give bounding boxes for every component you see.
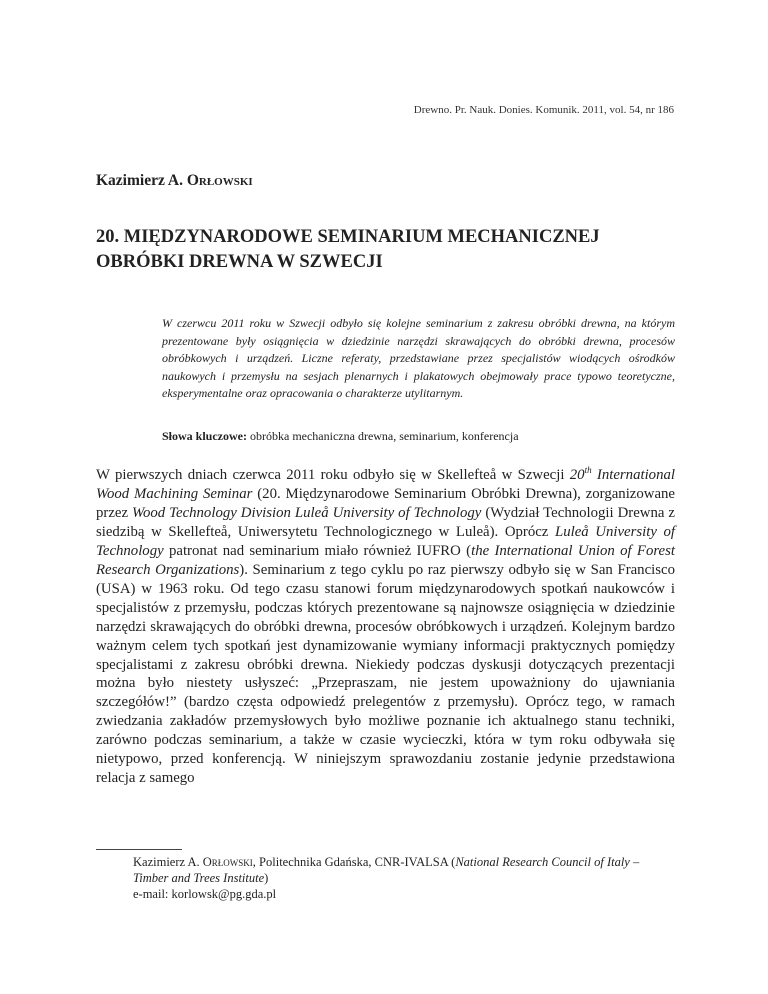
footnote-institute: National Research Council of Italy – Timber and Trees Institute bbox=[133, 855, 640, 885]
footnote-author-first: Kazimierz A. bbox=[133, 855, 203, 869]
body-text: (20. Międzynarodowe Seminarium Obróbki Drewna), zorganizowane przez bbox=[96, 485, 675, 521]
title-line-2: OBRÓBKI DREWNA W SZWECJI bbox=[96, 252, 383, 272]
event-number: 20 bbox=[569, 467, 585, 483]
footnote-affil-text: , Politechnika Gdańska, CNR-IVALSA ( bbox=[252, 855, 456, 869]
footnote-divider bbox=[96, 849, 182, 850]
body-text: (Wydział Technologii Drewna z siedzibą w Skellefteå, Uniwersytetu Technologicznego w Luleå). Oprócz bbox=[96, 504, 675, 540]
event-title: International Wood Machining Seminar bbox=[96, 467, 675, 502]
article-title bbox=[96, 225, 686, 275]
title-line-1: 20. MIĘDZYNARODOWE SEMINARIUM MECHANICZNEJ bbox=[96, 227, 600, 247]
event-ordinal: th bbox=[584, 465, 592, 476]
body-text: W pierwszych dniach czerwca 2011 roku odbyło się w Skellefteå w Szwecji bbox=[96, 467, 570, 483]
author-last-name: Orłowski bbox=[186, 172, 253, 189]
keywords-label: Słowa kluczowe: bbox=[162, 429, 247, 443]
body-paragraph bbox=[96, 466, 675, 788]
organizer-name: Wood Technology Division Luleå University of Technology bbox=[132, 504, 482, 521]
body-text: ). Seminarium z tego cyklu po raz pierwszy odbyło się w San Francisco (USA) w 1963 roku. Od tego czasu stanowi forum międzynarodowych spotkań naukowców i specjalistów z przemysłu, podczas których prezentowane są najnowsze osiągnięcia w dziedzinie narzędzi skrawających do obróbki drewna, procesów obróbkowych i urządzeń. Kolejnym bardzo ważnym celem tych spotkań jest dynamizowanie wymiany informacji praktycznych pomiędzy specjalistami z zakresu obróbki drewna. Niekiedy podczas dyskusji dotyczących prezentacji można było niestety usłyszeć: „Przepraszam, nie jestem upoważniony do ujawniania szczegółów!” (bardzo częsta odpowiedź prelegentów z przemysłu). Oprócz tego, w ramach zwiedzania zakładów przemysłowych było możliwe poznanie ich aktualnego stanu techniki, zarówno podczas seminarium, a także w czasie wycieczki, która w tym roku odbywała się nietypowo, przed konferencją. W niniejszym sprawozdaniu zostanie jedynie przedstawiona relacja z samego bbox=[96, 561, 675, 787]
footnote-email: e-mail: korlowsk@pg.gda.pl bbox=[133, 887, 277, 901]
footnote-affiliation bbox=[133, 854, 673, 886]
iufro-name: the International Union of Forest Research Organizations bbox=[96, 542, 675, 578]
abstract: W czerwcu 2011 roku w Szwecji odbyło się kolejne seminarium z zakresu obróbki drewna, na którym prezentowane były osiągnięcia w dziedzinie narzędzi skrawających do obróbki drewna, procesów obróbkowych i urządzeń. Liczne referaty, przedstawiane przez specjalistów wiodących ośrodków naukowych i przemysłu na sesjach plenarnych i plakatowych obejmowały prace typowo teoretyczne, eksperymentalne oraz opracowania o charakterze utylitarnym. bbox=[162, 316, 675, 401]
footnote-author-last: Orłowski bbox=[202, 855, 253, 869]
keywords-text: obróbka mechaniczna drewna, seminarium, konferencja bbox=[247, 429, 519, 443]
university-name: Luleå University of Technology bbox=[96, 523, 675, 559]
footnote bbox=[133, 854, 673, 902]
body-text: patronat nad seminarium miało również IUFRO ( bbox=[163, 542, 472, 559]
keywords bbox=[162, 429, 675, 444]
journal-reference: Drewno. Pr. Nauk. Donies. Komunik. 2011, vol. 54, nr 186 bbox=[413, 104, 674, 116]
author-name bbox=[96, 172, 253, 190]
footnote-affil-end: ) bbox=[264, 871, 269, 885]
author-first-name: Kazimierz A. bbox=[96, 172, 187, 189]
